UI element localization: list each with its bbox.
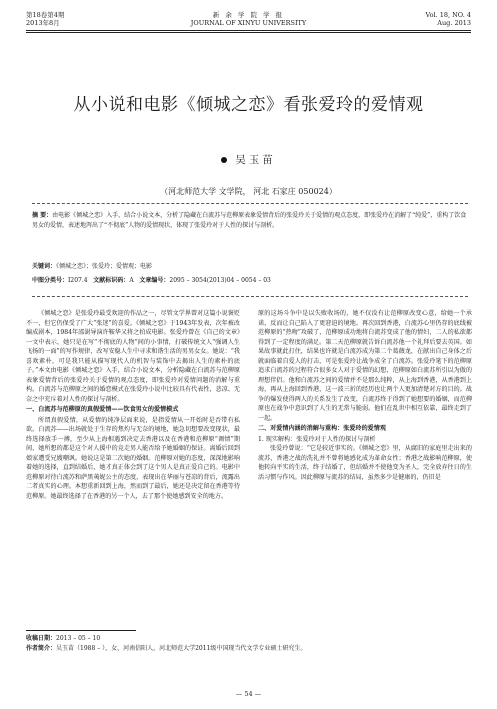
author-bio-label: 作者简介： [26,645,57,652]
keywords [32,262,468,271]
article-number-value: 2095 – 3054(2013)04 – 0054 – 03 [169,277,271,284]
clc-label: 中图分类号： [32,277,69,284]
section-heading-1: 一、白流苏与范柳原的真假爱情——饮食男女的爱情模式 [26,406,179,413]
doc-code-value: A [129,277,134,284]
affiliation: （河北师范大学 文学院， 河北 石家庄 050024） [160,187,337,196]
author-name: 吴玉苗 [235,154,276,166]
article-number-label: 文章编号： [139,277,170,284]
author-bio [26,644,471,654]
volume-number-en: Vol. 18, NO. 4 [425,11,471,19]
author-line [0,152,497,167]
page-number: — 54 — [235,690,262,698]
footnote-rule [26,630,136,631]
abstract-top-rule [32,203,468,204]
received-label: 收稿日期： [26,635,57,642]
body-paragraph: 原的这场斗争中是以失败收场的，她不仅没有让范柳原改变心意，给她一个承诺，反而让自己陷入了更窘迫的境地。再次回到香港，白流苏心里仍存的底线被范柳原的“热吻”攻破了，范柳原成功地将白流苏变成了他的情妇，二人的私欲都得到了一定程度的满足。第二天范柳原就告诉白流苏他一个礼拜后要去英国。如果故事就此打住，结果也许就是白流苏成为第二个葛薇龙，在献出自己身体之后就面临着自爱人的打击，可是张爱玲让战争成全了白流苏。张爱玲笔下的范柳原追求白流苏的过程符合很多女人对于爱情的幻想，范柳原如白流苏所引以为傲的理想伴侣。他和白流苏之间的爱情并不是那么纯粹，从上海到香港，从香港到上海，再从上海回到香港，这一波三折的经历也让两个人更加清楚对方的目的。战争的爆发使得两人的关系发生了改变，白流苏终于得到了她想要的婚姻，而范柳原也在战争中意识到了人生的无常与脆弱。他们在乱世中相互依靠，最终走到了一起。 [258,310,472,422]
footnotes [26,634,471,654]
keywords-label: 关键词： [32,263,57,270]
abstract [32,211,468,231]
author-bio-text: 吴玉苗（1988 – ），女，河南信阳人，河北师范大学2011级中国现当代文学专业硕士研究生。 [56,645,307,652]
journal-name-cn: 新 余 学 院 学 报 [212,11,285,19]
abstract-text: 由电影《倾城之恋》入手，结合小说文本，分析了隐藏在白流苏与范柳原表象爱情背后的张爱玲关于爱情的观点态度，即张爱玲在消解了“纯爱”，重构了饮食男女的爱情，表述地泻出了“不彻底”人物的爱情现状，体现了张爱玲对于人性的探讨与剖析。 [32,212,467,230]
abstract-bottom-rule [32,296,468,297]
article-title: 从小说和电影《倾城之恋》看张爱玲的爱情观 [73,95,424,115]
bullet-icon [221,157,227,163]
clc-value: I207.4 [68,277,88,284]
journal-volume-en [425,11,471,27]
body-paragraph: 所谓真假爱情，从爱情的纯净层面来说，是指爱情从一开始时是否带有私欲。白流苏——出场就处于生存的焦灼与无奈的境地，她急切想要改变现状，最终选择放手一搏，至少从上海相遇到决定去香港以及在香港和范柳原“调情”期间，她所想的都是这个对人援中的竞走男人能否给予她婚姻的保证。离婚后回到娘家遭受兄嫂嘲讽。她说这是第二次她的婚姻。范柳原对她的态度，深深地影响着她的选择，直到结婚后，她才真正体会到了这个男人是真正爱自己的。电影中范柳原对待白流苏和萨黑荑妮公主的态度，表现出在华丽与苍凉的背后，流露出二者真实的心理。本想重新回到上海，然而到了最后，她还是决定留在香港等待范柳原。她最终选择了在香港的另一个人，去了那个使她感到安全的地方。 [26,416,240,500]
header-rule [26,30,471,31]
volume-issue: 第18卷第4期 [26,11,65,19]
abstract-label: 摘 要： [32,212,53,219]
keywords-text: 《倾城之恋》；张爱玲；爱情观；电影 [56,263,153,270]
body-right-column [258,309,472,482]
section-heading-2: 二、对爱情内涵的消解与重构：张爱玲的爱情观 [258,425,386,432]
header-rule-thin [26,32,471,33]
doc-code-label: 文献标识码： [93,277,130,284]
subsection-heading: 1. 现实解构：张爱玲对于人性的探讨与剖析 [258,435,376,443]
journal-name [0,11,497,27]
classification-line [32,276,468,285]
body-left-column [26,309,240,501]
issue-date: 2013年8月 [26,19,60,27]
body-paragraph: 《倾城之恋》是张爱玲最受欢迎的作品之一，尽管文学界曾对这篇小说褒贬不一，但它仍保受了广大“张迷”的喜爱。《倾城之恋》于1943年发表，次年被改编成剧本，1984年邵澍导演许鞍华又将之拍成电影。张爱玲曾在《自己的文章》一文中表示，她只是在写“不彻底的人物”间的小事情，打破传统文人“强调人生飞扬的一面”的写作规律，改写安稳人生中寻求和谐生活的男男女女。她说：“我喜欢素朴，可是我只能从描写现代人的机智与装饰中去揭出人生的素朴的底子。”本文由电影《倾城之恋》入手，结合小说文本，分析隐藏在白流苏与范柳原表象爱情背后的张爱玲关于爱情的观点态度，即张爱玲对爱情问题的消解与重构。白流苏与范柳原之间的婚恋模式在张爱玲小说中比较具有代表性，悲凉、无奈之中充斥着对人性的探讨与剖析。 [26,310,240,403]
body-paragraph: 张爱玲曾说：“它是较近事实的。《倾城之恋》里，从腐旧的家庭里走出来的流苏，香港之战的洗礼并不曾将她感化成为革命女性；香港之战影响范柳原，使他转向平实的生活，终于结婚了，但结婚并不使他变为圣人，完全放弃往日的生活习惯与作风。因此柳原与流苏的结局，虽然多少是健康的，仍旧是 [258,445,472,481]
received-value: 2013 – 05 – 10 [56,635,101,642]
issue-date-en: Aug. 2013 [437,19,471,27]
journal-name-en: JOURNAL OF XINYU UNIVERSITY [190,19,307,27]
received-date [26,634,471,644]
